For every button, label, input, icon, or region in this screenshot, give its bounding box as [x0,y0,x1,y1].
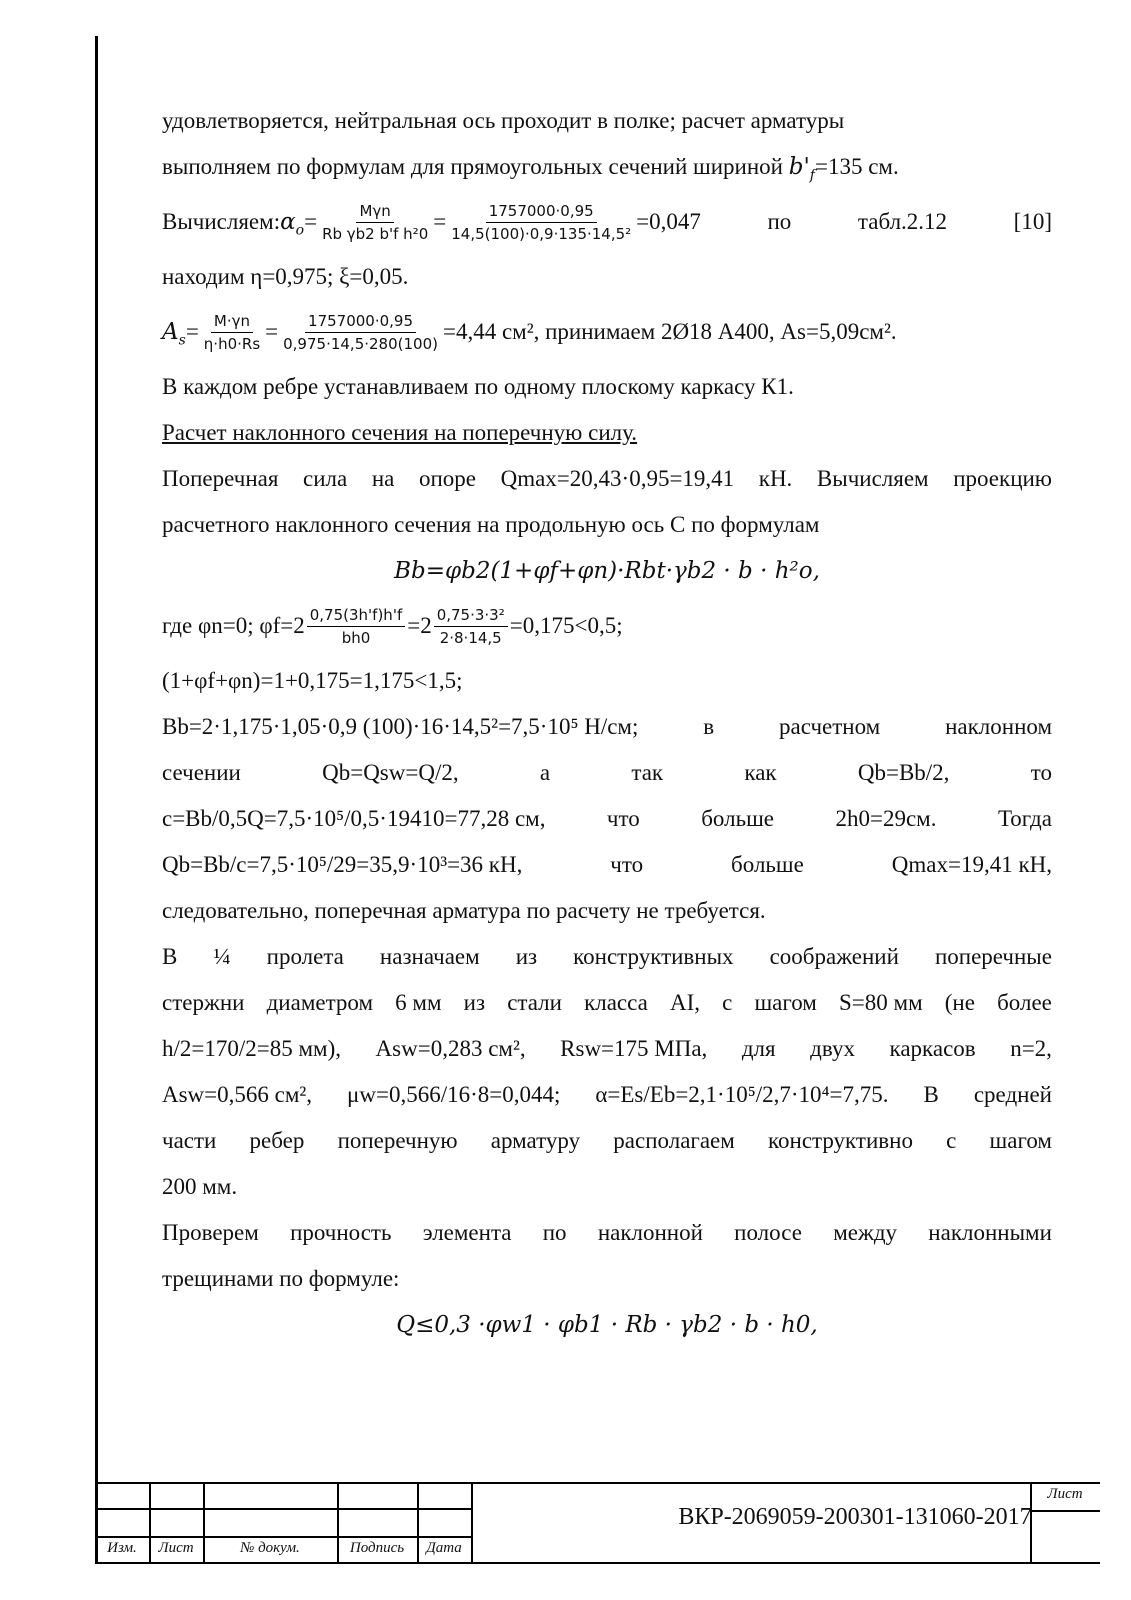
paragraph-line: В каждом ребре устанавливаем по одному плоскому каркасу К1. [162,374,794,399]
formula-q-check: Q≤0,3 ·φw1 · φb1 · Rb · γb2 · b · h0, [396,1312,818,1338]
title-block-stamp [95,1482,1100,1564]
paragraph-line: сечении Qb=Qsw=Q/2, а так как Qb=Bb/2, то [162,760,1052,785]
stamp-label-izm: Изм. [107,1540,137,1556]
paragraph-line: В ¼ пролета назначаем из конструктивных соображений поперечные [162,944,1052,969]
paragraph-line: расчетного наклонного сечения на продольную ось С по формулам [162,512,820,537]
paragraph-line: 200 мм. [162,1174,238,1199]
stamp-label-date: Дата [426,1540,462,1556]
paragraph-line: стержни диаметром 6 мм из стали класса AI, с шагом S=80 мм (не более [162,990,1052,1015]
formula-bb: Bb=φb2(1+φf+φn)·Rbt·γb2 · b · h²o, [394,558,820,584]
formula-bf: $b'_f$ [788,154,815,184]
formula-alpha-line: Вычисляем: $\alpha_o$ = $\frac{\text{Mγn}}{\text{Rb γb2 b'f h²0}}$ = $\frac{1757000\cdot 0,95}{\text{14,5(100)·0,9·135·14,5²}}$ =0,047 по табл.2.12 [10] [162,190,1052,254]
paragraph-line: h/2=170/2=85 мм), Asw=0,283 см², Rsw=175 МПа, для двух каркасов n=2, [162,1036,1052,1061]
fraction: $\frac{0,75(3h'f)h'f}{bh0}$ [307,604,405,649]
paragraph-line: удовлетворяется, нейтральная ось проходит в полке; расчет арматуры [162,108,845,133]
alpha-result: =0,047 по табл.2.12 [10] [636,209,1052,234]
paragraph-line: выполняем по формулам для прямоугольных сечений шириной $b'_f=135$ см. [162,154,899,184]
paragraph-line: Asw=0,566 см², μw=0,566/16·8=0,044; α=Es/Eb=2,1·10⁵/2,7·10⁴=7,75. В средней [162,1082,1052,1107]
paragraph-line: Проверем прочность элемента по наклонной полосе между наклонными [162,1220,1052,1245]
fraction: $\frac{1757000\cdot 0,95}{0,975\cdot 14,5\cdot 280(100)}$ [283,311,438,353]
paragraph-line: части ребер поперечную арматуру располагаем конструктивно с шагом [162,1128,1052,1153]
fraction: $\frac{1757000\cdot 0,95}{\text{14,5(100)·0,9·135·14,5²}}$ [451,201,632,243]
paragraph-line: трещинами по формуле: [162,1266,400,1291]
fraction: $\frac{\text{Mγn}}{\text{Rb γb2 b'f h²0}}$ [322,201,429,243]
fraction: $\frac{\text{0,75·3·3²}}{2\cdot 8\cdot 14,5}$ [434,604,508,649]
paragraph-line: (1+φf+φn)=1+0,175=1,175<1,5; [162,668,463,693]
paragraph-line: Bb=2·1,175·1,05·0,9 (100)·16·14,5²=7,5·10⁵ Н/см; в расчетном наклонном [162,714,1052,739]
formula-as-line: $A_s$ = $\frac{M\cdot\gamma n}{\eta\cdot h0\cdot Rs}$ = $\frac{1757000\cdot 0,95}{0,975\cdot 14,5\cdot 280(100)}$ =4,44 см², принимаем 2Ø18 А400, As=5,09см². [162,311,897,353]
document-body [162,98,1052,1348]
paragraph-line: Поперечная сила на опоре Qmax=20,43·0,95=19,41 кН. Вычисляем проекцию [162,466,1052,491]
document-code: ВКР-2069059-200301-131060-2017 [678,1504,1032,1530]
paragraph-line: c=Bb/0,5Q=7,5·10⁵/0,5·19410=77,28 см, что больше 2h0=29см. Тогда [162,806,1052,831]
formula-phi-line: где φn=0; φf=2 $\frac{0,75(3h'f)h'f}{bh0}$ =2 $\frac{\text{0,75·3·3²}}{2\cdot 8\cdot 14,5}$ =0,175<0,5; [162,605,623,647]
paragraph-line: следовательно, поперечная арматура по расчету не требуется. [162,898,766,923]
section-heading: Расчет наклонного сечения на поперечную силу. [162,420,638,445]
stamp-label-list: Лист [158,1540,194,1556]
fraction: $\frac{M\cdot\gamma n}{\eta\cdot h0\cdot Rs}$ [203,311,261,353]
stamp-label-doc: № докум. [240,1540,300,1556]
stamp-label-sheet: Лист [1047,1486,1083,1502]
paragraph-line: Qb=Bb/c=7,5·10⁵/29=35,9·10³=36 кН, что больше Qmax=19,41 кН, [162,852,1052,877]
stamp-label-sign: Подпись [349,1540,405,1556]
left-frame-border [95,36,98,1564]
paragraph-line: находим η=0,975; ξ=0,05. [162,264,409,289]
